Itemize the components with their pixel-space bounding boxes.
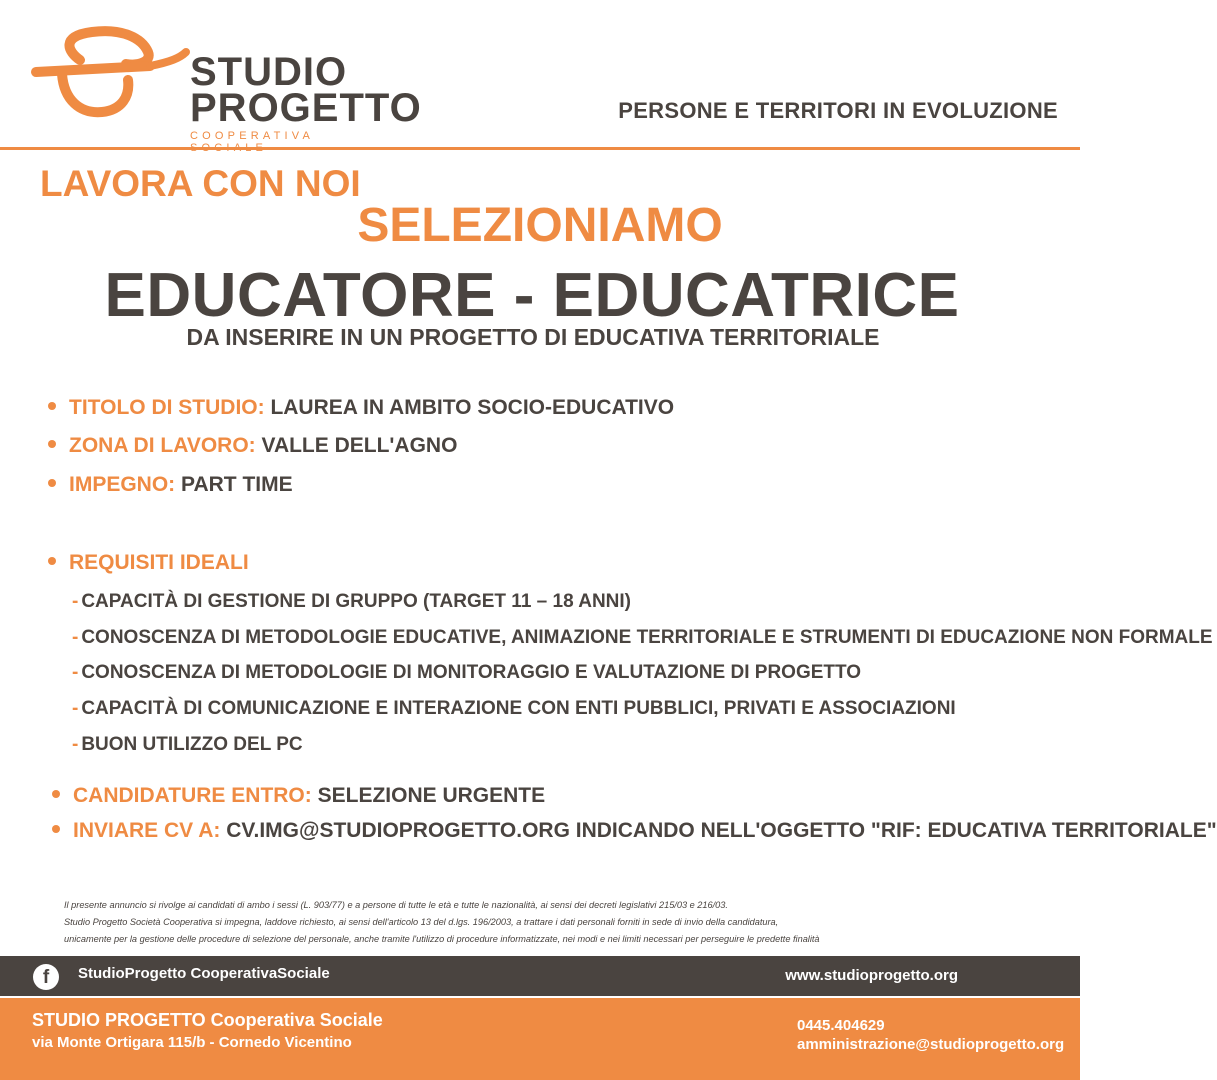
job-title: EDUCATORE - EDUCATRICE bbox=[104, 261, 960, 330]
bullet-dot bbox=[48, 402, 56, 410]
detail-zona-di-lavoro bbox=[48, 434, 457, 458]
requirement-text: CAPACITÀ DI GESTIONE DI GRUPPO (TARGET 11 – 18 ANNI) bbox=[81, 591, 631, 612]
requirement-item bbox=[72, 698, 956, 720]
email-link[interactable]: amministrazione@studioprogetto.org bbox=[797, 1036, 1065, 1053]
requirement-item bbox=[72, 627, 1213, 649]
logo-word-studio: STUDIO bbox=[190, 50, 348, 94]
application-send-cv bbox=[52, 819, 1217, 843]
requirements-title: REQUISITI IDEALI bbox=[69, 551, 249, 574]
requirement-text: BUON UTILIZZO DEL PC bbox=[81, 734, 303, 755]
disclaimer-line: Studio Progetto Società Cooperativa si impegna, laddove richiesto, ai sensi dell'articolo 13 del d.lgs. 196/2003, a trattare i dati personali forniti in sede di invio della candidatura, bbox=[64, 917, 779, 927]
lavora-con-noi-heading: LAVORA CON NOI bbox=[40, 163, 361, 204]
disclaimer-line: unicamente per la gestione delle procedure di selezione del personale, anche tramite l'utilizzo di procedure informatizzate, nei modi e nei limiti necessari per perseguire le predette finalità bbox=[64, 934, 820, 944]
dash-marker: - bbox=[72, 662, 79, 683]
bullet-dot bbox=[48, 557, 56, 565]
selezioniamo-heading: SELEZIONIAMO bbox=[357, 199, 723, 252]
detail-value: LAUREA IN AMBITO SOCIO-EDUCATIVO bbox=[264, 396, 675, 419]
requirement-item bbox=[72, 591, 631, 613]
job-subtitle: DA INSERIRE IN UN PROGETTO DI EDUCATIVA TERRITORIALE bbox=[186, 324, 880, 350]
detail-key: ZONA DI LAVORO: bbox=[69, 434, 256, 457]
requirement-item bbox=[72, 662, 861, 684]
logo-subtitle: COOPERATIVA bbox=[190, 130, 314, 142]
bullet-dot bbox=[48, 479, 56, 487]
detail-impegno bbox=[48, 473, 293, 497]
detail-key: IMPEGNO: bbox=[69, 473, 176, 496]
header-divider bbox=[0, 147, 1080, 150]
org-name: STUDIO PROGETTO Cooperativa Sociale bbox=[32, 1010, 383, 1030]
detail-key: TITOLO DI STUDIO: bbox=[69, 396, 265, 419]
application-key: INVIARE CV A: bbox=[73, 819, 221, 842]
dash-marker: - bbox=[72, 734, 79, 755]
application-key: CANDIDATURE ENTRO: bbox=[73, 784, 312, 807]
facebook-letter[interactable]: f bbox=[42, 967, 50, 988]
bullet-dot bbox=[48, 440, 56, 448]
requirement-item bbox=[72, 734, 303, 756]
requirement-text: CONOSCENZA DI METODOLOGIE DI MONITORAGGIO E VALUTAZIONE DI PROGETTO bbox=[81, 662, 862, 683]
dash-marker: - bbox=[72, 698, 79, 719]
website-link[interactable]: www.studioprogetto.org bbox=[785, 967, 958, 984]
application-value: CV.IMG@STUDIOPROGETTO.ORG INDICANDO NELL'OGGETTO "RIF: EDUCATIVA TERRITORIALE" bbox=[220, 819, 1217, 842]
requirement-text: CAPACITÀ DI COMUNICAZIONE E INTERAZIONE CON ENTI PUBBLICI, PRIVATI E ASSOCIAZIONI bbox=[81, 698, 956, 719]
detail-value: VALLE DELL'AGNO bbox=[255, 434, 458, 457]
logo-word-progetto: PROGETTO bbox=[190, 86, 422, 130]
dash-marker: - bbox=[72, 627, 79, 648]
requirement-text: CONOSCENZA DI METODOLOGIE EDUCATIVE, ANIMAZIONE TERRITORIALE E STRUMENTI DI EDUCAZIONE NON FORMALE bbox=[81, 627, 1213, 648]
facebook-handle[interactable]: StudioProgetto CooperativaSociale bbox=[78, 965, 330, 982]
disclaimer-line: Il presente annuncio si rivolge ai candidati di ambo i sessi (L. 903/77) e a persone di tutte le età e tutte le nazionalità, ai sensi dei decreti legislativi 215/03 e 216/03. bbox=[64, 900, 728, 910]
application-value: SELEZIONE URGENTE bbox=[311, 784, 546, 807]
org-address: via Monte Ortigara 115/b - Cornedo Vicentino bbox=[32, 1034, 352, 1051]
phone-number[interactable]: 0445.404629 bbox=[797, 1017, 885, 1034]
logo bbox=[30, 22, 422, 142]
application-deadline bbox=[52, 784, 545, 808]
requirements-heading bbox=[48, 551, 249, 575]
logo-mark-icon bbox=[30, 22, 190, 127]
dash-marker: - bbox=[72, 591, 79, 612]
detail-value: PART TIME bbox=[175, 473, 293, 496]
legal-disclaimer bbox=[64, 897, 1064, 948]
bullet-dot bbox=[52, 825, 60, 833]
detail-titolo-di-studio bbox=[48, 396, 674, 420]
bullet-dot bbox=[52, 790, 60, 798]
tagline: PERSONE E TERRITORI IN EVOLUZIONE bbox=[618, 98, 1058, 123]
